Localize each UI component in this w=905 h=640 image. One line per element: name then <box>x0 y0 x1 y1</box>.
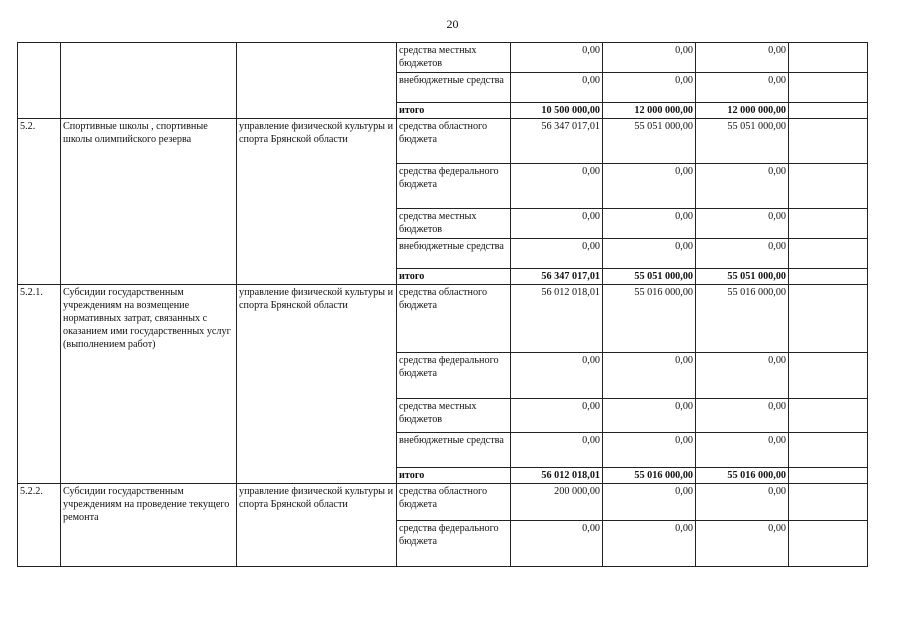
amount-year1-cell: 0,00 <box>511 433 603 468</box>
funding-source-cell: итого <box>397 468 511 484</box>
amount-year2-cell: 55 016 000,00 <box>603 468 696 484</box>
table-row <box>18 119 868 164</box>
funding-source-cell: внебюджетные средства <box>397 433 511 468</box>
funding-source-cell: средства областного бюджета <box>397 119 511 164</box>
amount-year3-cell: 55 051 000,00 <box>696 119 789 164</box>
empty-cell <box>789 73 868 103</box>
amount-year1-cell: 0,00 <box>511 399 603 433</box>
empty-cell <box>789 209 868 239</box>
amount-year3-cell: 0,00 <box>696 484 789 521</box>
row-executor-cell <box>237 43 397 119</box>
amount-year1-cell: 56 347 017,01 <box>511 119 603 164</box>
funding-source-cell: внебюджетные средства <box>397 239 511 269</box>
amount-year1-cell: 56 012 018,01 <box>511 468 603 484</box>
amount-year2-cell: 55 051 000,00 <box>603 119 696 164</box>
amount-year1-cell: 0,00 <box>511 239 603 269</box>
row-code-cell: 5.2.2. <box>18 484 61 567</box>
amount-year3-cell: 0,00 <box>696 399 789 433</box>
row-executor-cell: управление физической культуры и спорта Брянской области <box>237 285 397 484</box>
row-name-cell: Субсидии государственным учреждениям на возмещение нормативных затрат, связанных с оказанием ими государственных услуг (выполнением работ) <box>61 285 237 484</box>
empty-cell <box>789 269 868 285</box>
amount-year3-cell: 0,00 <box>696 43 789 73</box>
empty-cell <box>789 43 868 73</box>
amount-year2-cell: 0,00 <box>603 73 696 103</box>
amount-year2-cell: 55 016 000,00 <box>603 285 696 353</box>
amount-year2-cell: 55 051 000,00 <box>603 269 696 285</box>
amount-year1-cell: 10 500 000,00 <box>511 103 603 119</box>
amount-year2-cell: 0,00 <box>603 521 696 567</box>
amount-year2-cell: 12 000 000,00 <box>603 103 696 119</box>
row-code-cell <box>18 43 61 119</box>
funding-source-cell: средства федерального бюджета <box>397 521 511 567</box>
empty-cell <box>789 285 868 353</box>
row-code-cell: 5.2. <box>18 119 61 285</box>
row-name-cell: Субсидии государственным учреждениям на проведение текущего ремонта <box>61 484 237 567</box>
empty-cell <box>789 433 868 468</box>
row-name-cell: Спортивные школы , спортивные школы олимпийского резерва <box>61 119 237 285</box>
funding-source-cell: итого <box>397 103 511 119</box>
amount-year3-cell: 12 000 000,00 <box>696 103 789 119</box>
amount-year2-cell: 0,00 <box>603 164 696 209</box>
funding-source-cell: средства областного бюджета <box>397 484 511 521</box>
amount-year3-cell: 0,00 <box>696 164 789 209</box>
funding-source-cell: средства областного бюджета <box>397 285 511 353</box>
amount-year2-cell: 0,00 <box>603 484 696 521</box>
empty-cell <box>789 353 868 399</box>
amount-year2-cell: 0,00 <box>603 239 696 269</box>
funding-source-cell: средства местных бюджетов <box>397 399 511 433</box>
amount-year3-cell: 55 051 000,00 <box>696 269 789 285</box>
amount-year2-cell: 0,00 <box>603 399 696 433</box>
amount-year1-cell: 56 347 017,01 <box>511 269 603 285</box>
empty-cell <box>789 119 868 164</box>
empty-cell <box>789 484 868 521</box>
amount-year3-cell: 0,00 <box>696 521 789 567</box>
amount-year1-cell: 0,00 <box>511 73 603 103</box>
amount-year1-cell: 0,00 <box>511 521 603 567</box>
empty-cell <box>789 468 868 484</box>
table-row <box>18 484 868 521</box>
amount-year1-cell: 0,00 <box>511 43 603 73</box>
row-executor-cell: управление физической культуры и спорта Брянской области <box>237 484 397 567</box>
amount-year1-cell: 0,00 <box>511 164 603 209</box>
table-row <box>18 43 868 73</box>
funding-source-cell: итого <box>397 269 511 285</box>
amount-year1-cell: 0,00 <box>511 353 603 399</box>
page-number: 20 <box>446 17 459 31</box>
funding-source-cell: внебюджетные средства <box>397 73 511 103</box>
empty-cell <box>789 239 868 269</box>
row-executor-cell: управление физической культуры и спорта Брянской области <box>237 119 397 285</box>
amount-year2-cell: 0,00 <box>603 433 696 468</box>
funding-source-cell: средства местных бюджетов <box>397 43 511 73</box>
amount-year1-cell: 56 012 018,01 <box>511 285 603 353</box>
funding-source-cell: средства федерального бюджета <box>397 353 511 399</box>
amount-year3-cell: 0,00 <box>696 353 789 399</box>
amount-year3-cell: 55 016 000,00 <box>696 468 789 484</box>
empty-cell <box>789 164 868 209</box>
amount-year3-cell: 0,00 <box>696 73 789 103</box>
amount-year3-cell: 0,00 <box>696 433 789 468</box>
amount-year1-cell: 0,00 <box>511 209 603 239</box>
amount-year2-cell: 0,00 <box>603 43 696 73</box>
amount-year1-cell: 200 000,00 <box>511 484 603 521</box>
amount-year3-cell: 55 016 000,00 <box>696 285 789 353</box>
funding-source-cell: средства местных бюджетов <box>397 209 511 239</box>
empty-cell <box>789 521 868 567</box>
empty-cell <box>789 399 868 433</box>
funding-source-cell: средства федерального бюджета <box>397 164 511 209</box>
empty-cell <box>789 103 868 119</box>
row-name-cell <box>61 43 237 119</box>
amount-year3-cell: 0,00 <box>696 239 789 269</box>
table-row <box>18 285 868 353</box>
budget-table <box>17 42 868 567</box>
amount-year3-cell: 0,00 <box>696 209 789 239</box>
amount-year2-cell: 0,00 <box>603 353 696 399</box>
amount-year2-cell: 0,00 <box>603 209 696 239</box>
row-code-cell: 5.2.1. <box>18 285 61 484</box>
